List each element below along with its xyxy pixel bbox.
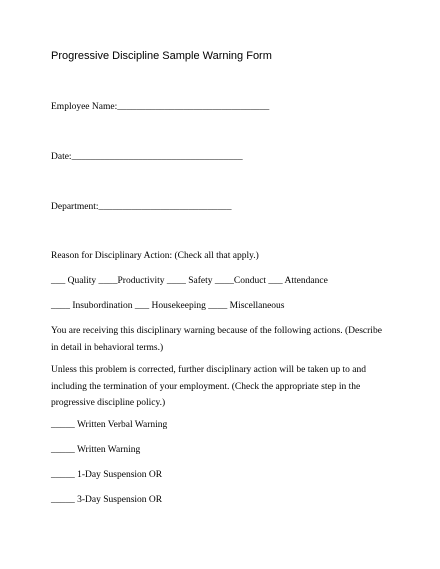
actions-paragraph: You are receiving this disciplinary warning because of the following actions. (Describe in detail in behavioral terms.) [51,326,382,353]
reason-options-row-1: ___ Quality ____Productivity ____ Safety ____Conduct ___ Attendance [51,276,328,286]
date-field: Date:____________________________________ [51,152,243,162]
step-written-verbal-warning: _____ Written Verbal Warning [51,420,168,430]
employee-name-field: Employee Name:________________________________ [51,102,270,112]
step-1-day-suspension: _____ 1-Day Suspension OR [51,470,163,480]
consequence-paragraph: Unless this problem is corrected, further disciplinary action will be taken up to and including the termination of your employment. (Check the appropriate step in the progressive discipline policy.) [51,365,366,408]
reason-options-row-2: ____ Insubordination ___ Housekeeping ____ Miscellaneous [51,301,285,311]
department-field: Department:____________________________ [51,202,232,212]
reason-heading: Reason for Disciplinary Action: (Check all that apply.) [51,251,259,261]
page-title: Progressive Discipline Sample Warning Form [51,50,272,62]
step-3-day-suspension: _____ 3-Day Suspension OR [51,495,163,505]
step-written-warning: _____ Written Warning [51,445,141,455]
